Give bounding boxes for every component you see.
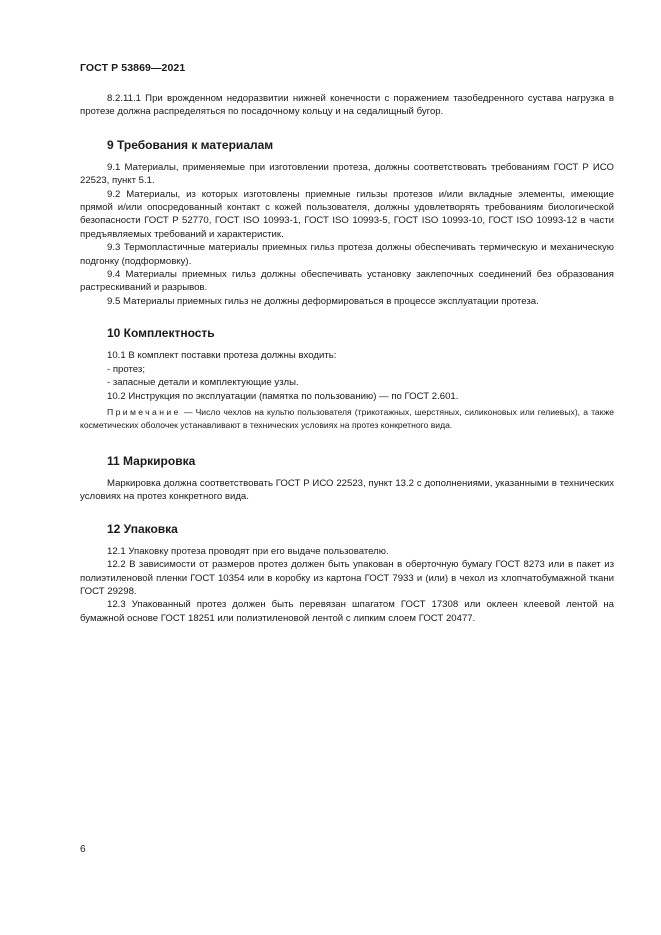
paragraph-9-5: 9.5 Материалы приемных гильз не должны деформироваться в процессе эксплуатации протеза. — [107, 295, 539, 307]
page-content — [80, 92, 614, 625]
list-item-spare-parts: - запасные детали и комплектующие узлы. — [107, 377, 299, 389]
section-12 — [80, 522, 614, 625]
paragraph-10-1: 10.1 В комплект поставки протеза должны входить: — [107, 350, 337, 362]
section-10-title: 10 Комплектность — [107, 326, 215, 341]
note-label: Примечание — [107, 406, 181, 417]
page-number: 6 — [80, 844, 86, 855]
section-9 — [80, 138, 614, 308]
paragraph-12-2: 12.2 В зависимости от размеров протез должен быть упакован в оберточную бумагу ГОСТ 8273 или в пакет из полиэтиленовой пленки ГОСТ 10354 или в коробку из картона ГОСТ 7933 и (или) в чехол из хлопчатобумажной ткани ГОСТ 29298. — [80, 559, 614, 597]
paragraph-11: Маркировка должна соответствовать ГОСТ Р ИСО 22523, пункт 13.2 с дополнениями, указанными в технических условиях на протез конкретного вида. — [80, 477, 614, 503]
paragraph-12-3: 12.3 Упакованный протез должен быть перевязан шпагатом ГОСТ 17308 или оклеен клеевой лентой на бумажной основе ГОСТ 18251 или полиэтиленовой лентой с липким слоем ГОСТ 20477. — [80, 599, 614, 624]
note — [80, 406, 614, 432]
section-11 — [80, 454, 614, 504]
paragraph-12-1: 12.1 Упаковку протеза проводят при его выдаче пользователю. — [107, 545, 389, 557]
paragraph-9-4: 9.4 Материалы приемных гильз должны обеспечивать установку заклепочных соединений без образования растрескиваний и разрывов. — [80, 269, 614, 294]
paragraph-10-2: 10.2 Инструкция по эксплуатации (памятка по пользованию) — по ГОСТ 2.601. — [107, 390, 459, 402]
paragraph-9-1: 9.1 Материалы, применяемые при изготовлении протеза, должны соответствовать требованиям ГОСТ Р ИСО 22523, пункт 5.1. — [80, 161, 614, 187]
note-text: — Число чехлов на культю пользователя (трикотажных, шерстяных, силиконовых или гелиевых), а также косметических оболочек устанавливают в технических условиях на протез конкретного вида. — [80, 406, 614, 430]
section-9-title: 9 Требования к материалам — [107, 137, 274, 152]
section-12-title: 12 Упаковка — [107, 521, 178, 536]
paragraph-9-2: 9.2 Материалы, из которых изготовлены приемные гильзы протезов и/или вкладные элементы, имеющие прямой и/или опосредованный контакт с кожей пользователя, должны удовлетворять требованиям биологической безопасности ГОСТ Р 52770, ГОСТ ISO 10993-1, ГОСТ ISO 10993-5, ГОСТ ISO 10993-10, ГОСТ ISO 10993-12 в части предъявляемых требований и характеристик. — [80, 188, 614, 240]
paragraph-9-3: 9.3 Термопластичные материалы приемных гильз протеза должны обеспечивать термическую и механическую подгонку (подформовку). — [80, 242, 614, 267]
document-code-header: ГОСТ Р 53869—2021 — [80, 62, 186, 74]
section-10 — [80, 326, 614, 432]
paragraph-8-2-11-1: 8.2.11.1 При врожденном недоразвитии нижней конечности с поражением тазобедренного сустава нагрузка в протезе должна распределяться по посадочному кольцу и на седалищный бугор. — [80, 93, 614, 118]
section-11-title: 11 Маркировка — [107, 453, 196, 468]
list-item-prosthesis: - протез; — [107, 363, 145, 375]
